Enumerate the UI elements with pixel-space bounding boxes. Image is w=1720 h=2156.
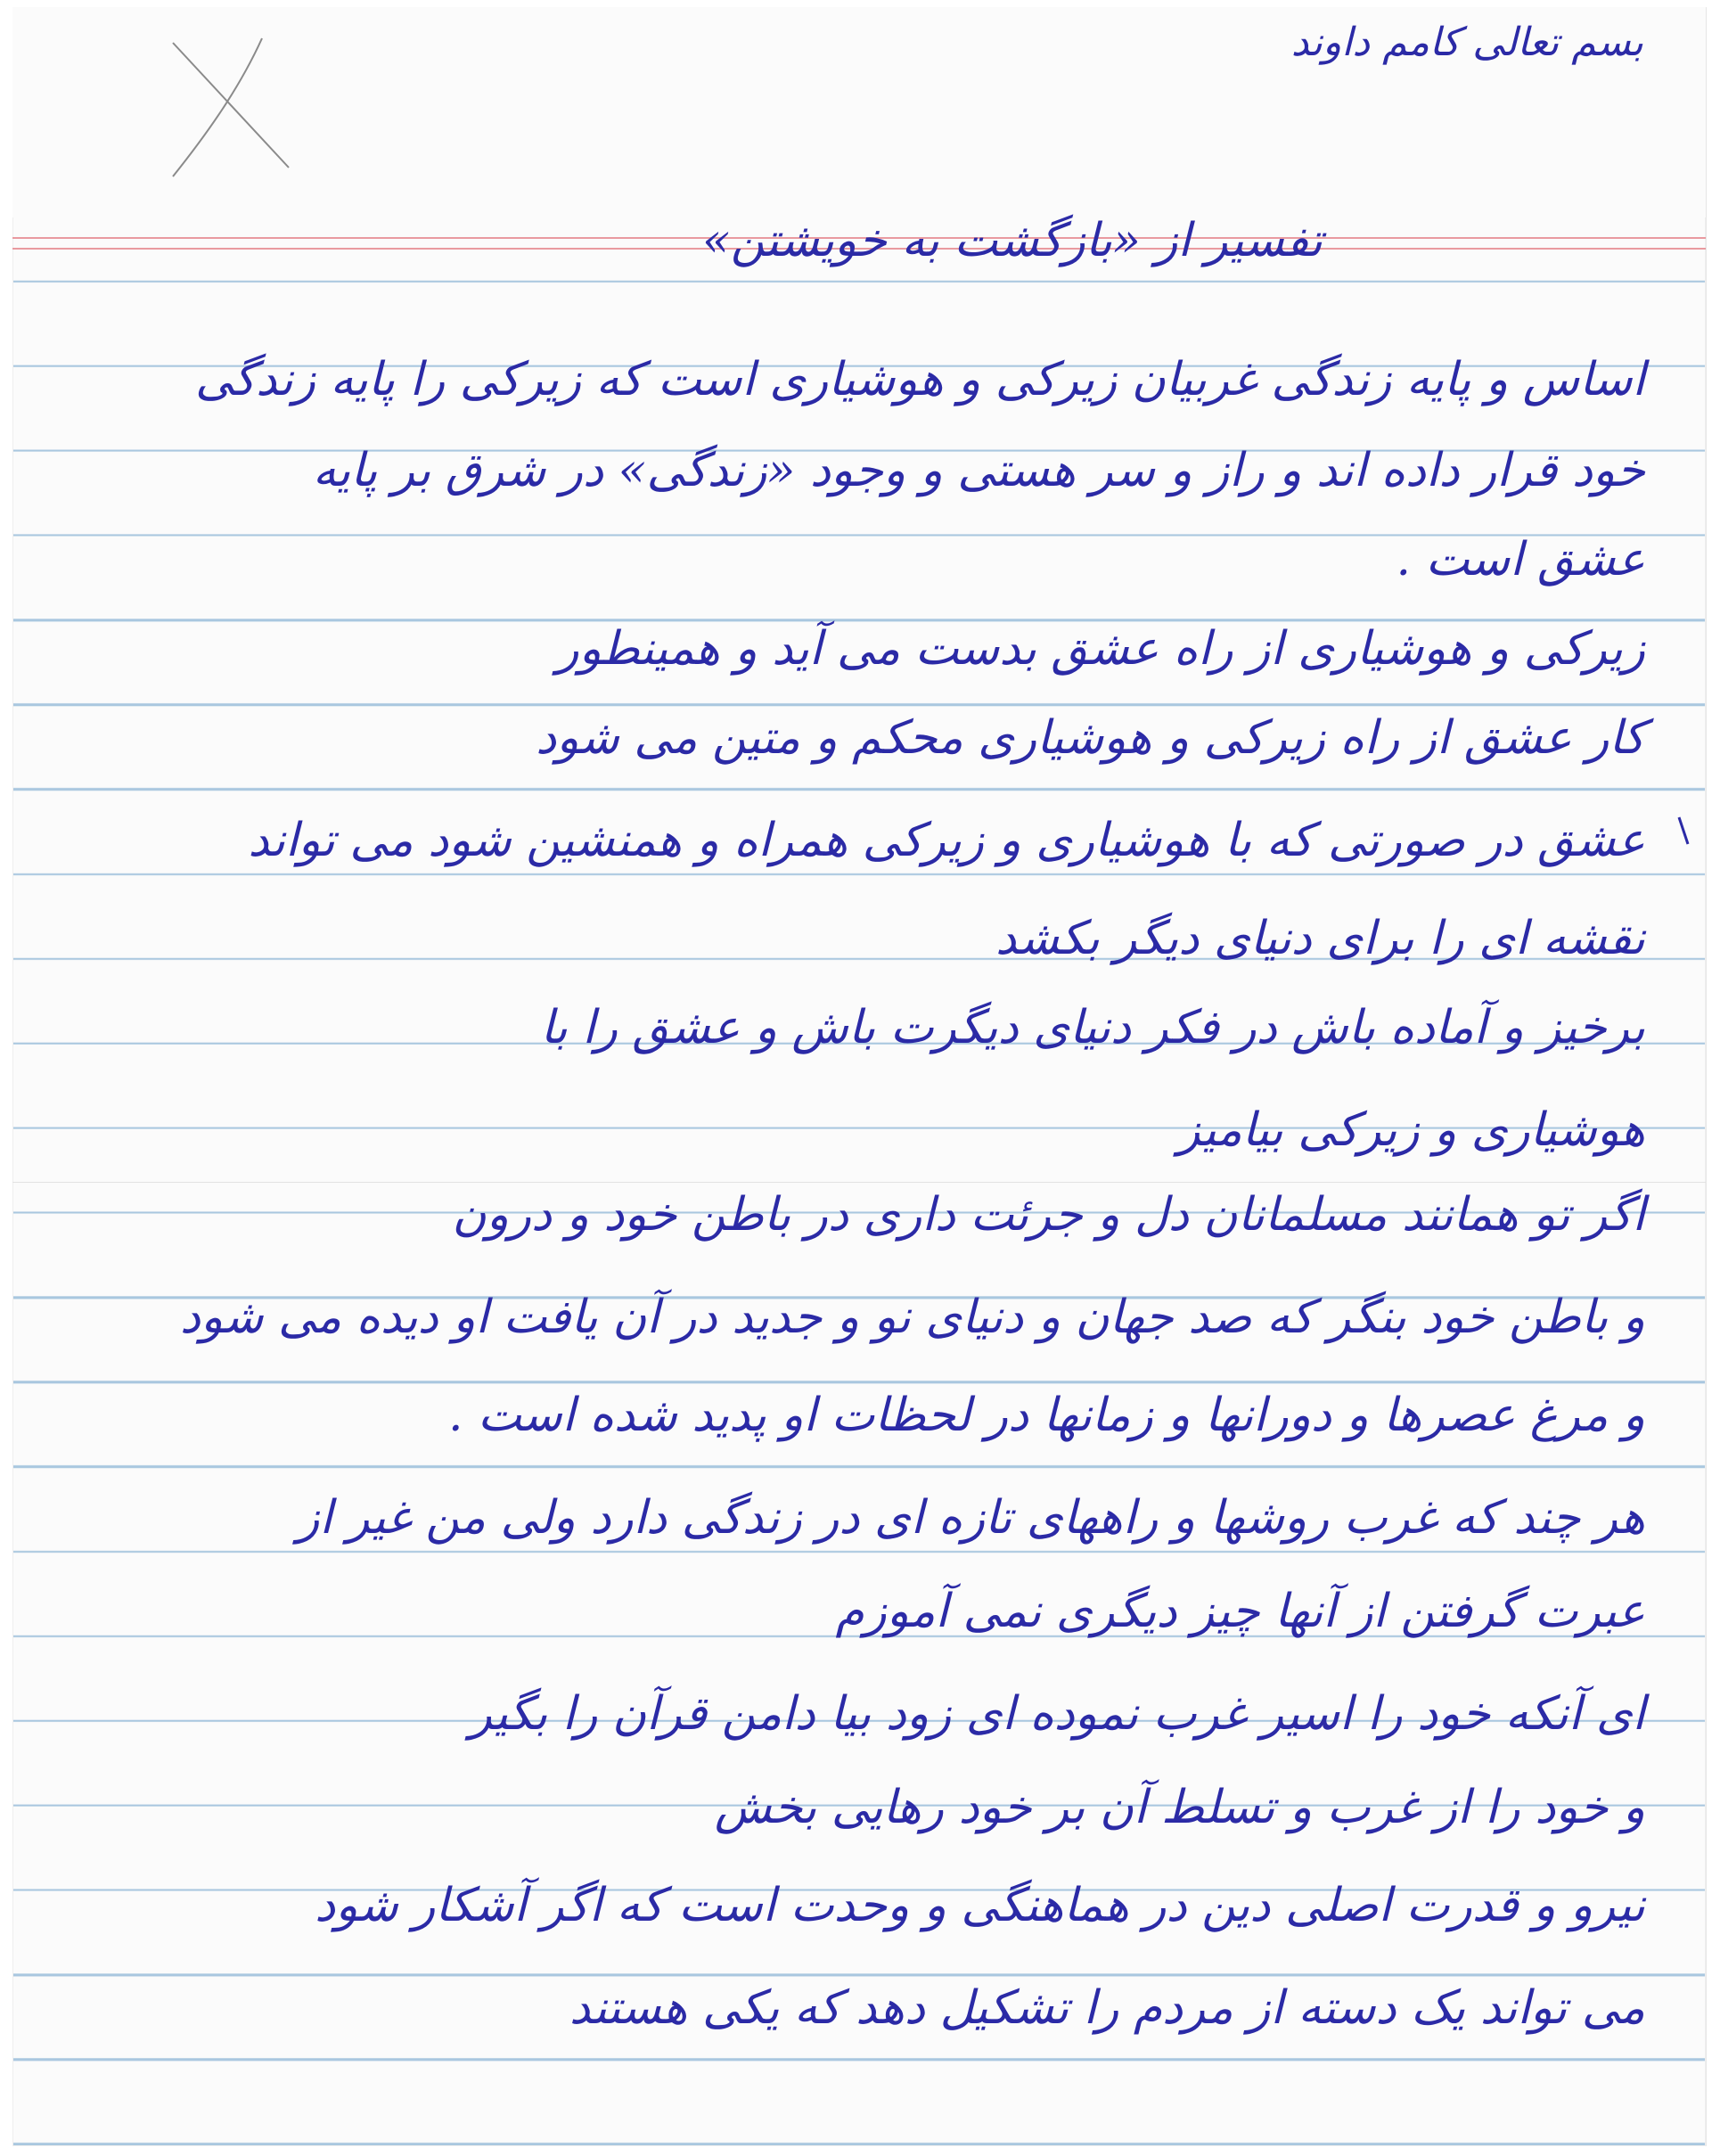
text-line: عشق در صورتی که با هوشیاری و زیرکی همراه و همنشین شود می تواند (248, 814, 1645, 867)
text-line: اساس و پایه زندگی غربیان زیرکی و هوشیاری است که زیرکی را پایه زندگی (194, 353, 1645, 406)
text-line: و باطن خود بنگر که صد جهان و دنیای نو و جدید در آن یافت او دیده می شود (179, 1291, 1645, 1344)
text-line: اگر تو همانند مسلمانان دل و جرئت داری در باطن خود و درون (452, 1188, 1645, 1242)
text-line: ای آنکه خود را اسیر غرب نموده ای زود بیا دامن قرآن را بگیر (469, 1687, 1645, 1741)
text-line: نیرو و قدرت اصلی دین در هماهنگی و وحدت است که اگر آشکار شود (315, 1879, 1645, 1932)
text-line: نقشه ای را برای دنیای دیگر بکشد (995, 912, 1645, 965)
text-line: و مرغ عصرها و دورانها و زمانها در لحظات او پدید شده است . (447, 1389, 1645, 1442)
basmala-header: بسم تعالی کامم داوند (1290, 20, 1643, 65)
text-line: هوشیاری و زیرکی بیامیز (1177, 1103, 1645, 1157)
text-line: عبرت گرفتن از آنها چیز دیگری نمی آموزم (835, 1585, 1645, 1638)
text-line: عشق است . (1396, 533, 1645, 586)
text-line: خود قرار داده اند و راز و سر هستی و وجود «زندگی» در شرق بر پایه (312, 444, 1645, 497)
page-title: تفسیر از «بازگشت به خویشتن» (702, 214, 1323, 267)
margin-tick (1675, 814, 1693, 849)
fold-crease (12, 1182, 1706, 1183)
text-line: برخیز و آماده باش در فکر دنیای دیگرت باش و عشق را با (540, 1001, 1645, 1054)
text-line: هر چند که غرب روشها و راههای تازه ای در زندگی دارد ولی من غیر از (297, 1491, 1645, 1545)
text-line: کار عشق از راه زیرکی و هوشیاری محکم و متین می شود (536, 711, 1645, 765)
text-line: می تواند یک دسته از مردم را تشکیل دهد که یکی هستند (569, 1981, 1645, 2035)
text-line: زیرکی و هوشیاری از راه عشق بدست می آید و همینطور (556, 622, 1645, 676)
cross-mark (155, 34, 307, 185)
notebook-page (12, 7, 1707, 2146)
text-line: و خود را از غرب و تسلط آن بر خود رهایی بخش (714, 1781, 1645, 1834)
